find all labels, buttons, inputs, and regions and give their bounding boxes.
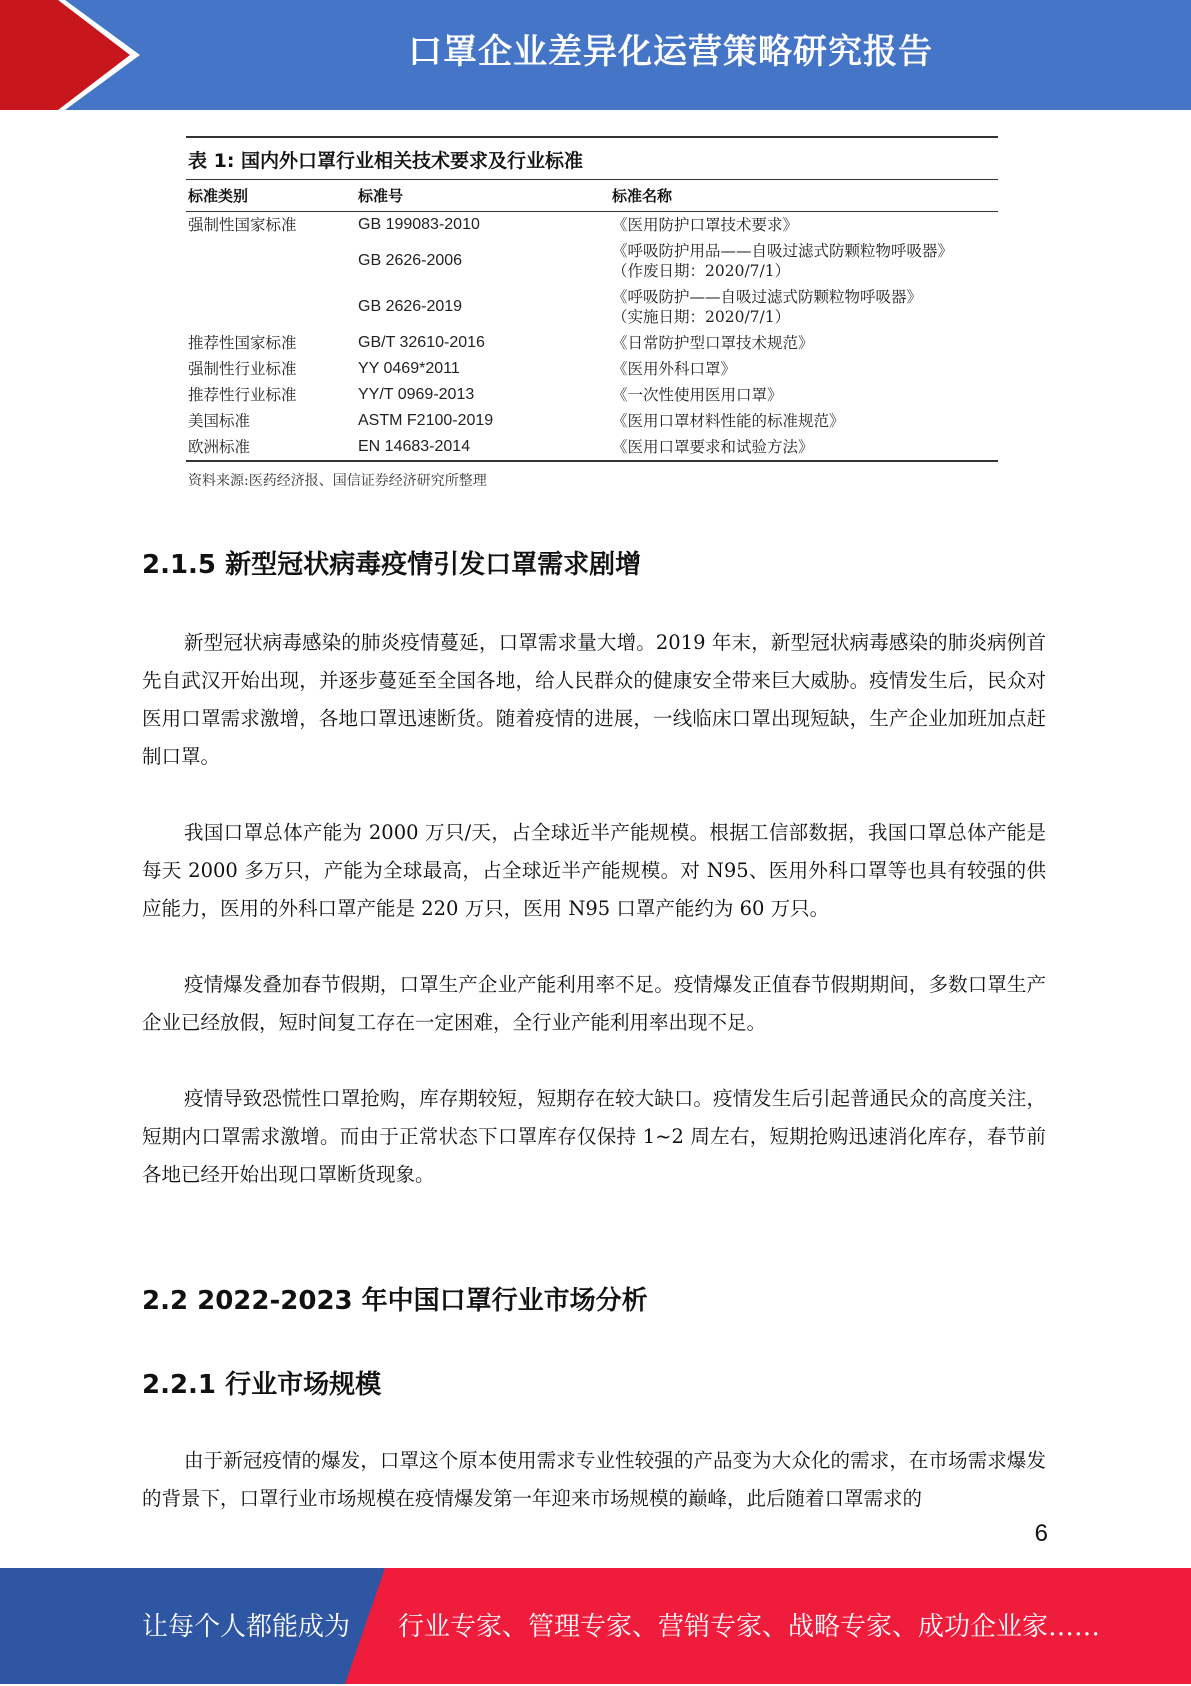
cell-code: GB 2626-2006: [358, 252, 463, 269]
table-header-row: [186, 180, 998, 212]
paragraph: 疫情导致恐慌性口罩抢购，库存期较短，短期存在较大缺口。疫情发生后引起普通民众的高度关注，短期内口罩需求激增。而由于正常状态下口罩库存仅保持 1~2 周左右，短期抢购迅速消化库存，春节前各地已经开始出现口罩断货现象。: [142, 1087, 1046, 1186]
paragraph: 新型冠状病毒感染的肺炎疫情蔓延，口罩需求量大增。2019 年末，新型冠状病毒感染的肺炎病例首先自武汉开始出现，并逐步蔓延至全国各地，给人民群众的健康安全带来巨大威胁。疫情发生后，民众对医用口罩需求激增，各地口罩迅速断货。随着疫情的进展，一线临床口罩出现短缺，生产企业加班加点赶制口罩。: [142, 631, 1046, 768]
cell-name: 《呼吸防护用品——自吸过滤式防颗粒物呼吸器》 （作废日期：2020/7/1）: [612, 242, 954, 280]
cell-name: 《呼吸防护——自吸过滤式防颗粒物呼吸器》 （实施日期：2020/7/1）: [612, 288, 923, 326]
cell-name: 《日常防护型口罩技术规范》: [612, 334, 814, 352]
cell-category: 推荐性行业标准: [188, 386, 297, 404]
header-banner: [0, 0, 1191, 110]
cell-category: 美国标准: [188, 412, 251, 430]
cell-code: YY 0469*2011: [358, 360, 460, 377]
column-header-name: 标准名称: [610, 180, 998, 212]
paragraph: 我国口罩总体产能为 2000 万只/天，占全球近半产能规模。根据工信部数据，我国口罩总体产能是每天 2000 多万只，产能为全球最高，占全球近半产能规模。对 N95、医用外科口罩等也具有较强的供应能力，医用的外科口罩产能是 220 万只，医用 N95 口罩产能约为 60 万只。: [142, 821, 1046, 920]
footer-slogan-right: 行业专家、管理专家、营销专家、战略专家、成功企业家……: [398, 1612, 1101, 1642]
cell-code: GB 2626-2019: [358, 298, 463, 315]
cell-code: ASTM F2100-2019: [358, 412, 494, 429]
cell-category: [186, 284, 356, 330]
cell-code: GB 199083-2010: [358, 216, 480, 233]
table-row: [186, 434, 998, 461]
cell-name: 《一次性使用医用口罩》: [612, 386, 783, 404]
cell-name: 《医用外科口罩》: [612, 360, 737, 378]
table-caption: 表 1: 国内外口罩行业相关技术要求及行业标准: [186, 136, 998, 180]
cell-category: 强制性国家标准: [188, 216, 297, 234]
table-source-note: 资料来源:医药经济报、国信证券经济研究所整理: [188, 473, 487, 489]
table-row: [186, 408, 998, 434]
table-row: [186, 356, 998, 382]
cell-category: [186, 238, 356, 284]
paragraph: 由于新冠疫情的爆发，口罩这个原本使用需求专业性较强的产品变为大众化的需求，在市场需求爆发的背景下，口罩行业市场规模在疫情爆发第一年迎来市场规模的巅峰，此后随着口罩需求的: [142, 1449, 1046, 1510]
table-row: [186, 212, 998, 239]
section-heading-2-1-5: 2.1.5 新型冠状病毒疫情引发口罩需求剧增: [142, 550, 642, 580]
page-number: 6: [1034, 1520, 1048, 1547]
standards-table-figure: [186, 136, 998, 490]
section-heading-2-2-1: 2.2.1 行业市场规模: [142, 1370, 382, 1400]
standards-table: [186, 180, 998, 462]
header-chevron-decoration: [0, 0, 160, 110]
cell-name: 《医用防护口罩技术要求》: [612, 216, 799, 234]
table-row: [186, 284, 998, 330]
paragraph: 疫情爆发叠加春节假期，口罩生产企业产能利用率不足。疫情爆发正值春节假期期间，多数口罩生产企业已经放假，短时间复工存在一定困难，全行业产能利用率出现不足。: [142, 973, 1046, 1034]
table-row: [186, 238, 998, 284]
footer-banner: [0, 1568, 1191, 1684]
cell-name: 《医用口罩材料性能的标准规范》: [612, 412, 845, 430]
column-header-category: 标准类别: [186, 180, 356, 212]
footer-slogan-left: 让每个人都能成为: [142, 1612, 351, 1642]
section-heading-2-2: 2.2 2022-2023 年中国口罩行业市场分析: [142, 1286, 648, 1316]
cell-category: 强制性行业标准: [188, 360, 297, 378]
table-row: [186, 330, 998, 356]
table-row: [186, 382, 998, 408]
cell-category: 推荐性国家标准: [188, 334, 297, 352]
report-title: 口罩企业差异化运营策略研究报告: [408, 32, 933, 72]
cell-name: 《医用口罩要求和试验方法》: [610, 434, 998, 461]
cell-code: GB/T 32610-2016: [358, 334, 485, 351]
cell-code: YY/T 0969-2013: [358, 386, 475, 403]
column-header-code: 标准号: [356, 180, 610, 212]
cell-category: 欧洲标准: [186, 434, 356, 461]
cell-code: EN 14683-2014: [356, 434, 610, 461]
